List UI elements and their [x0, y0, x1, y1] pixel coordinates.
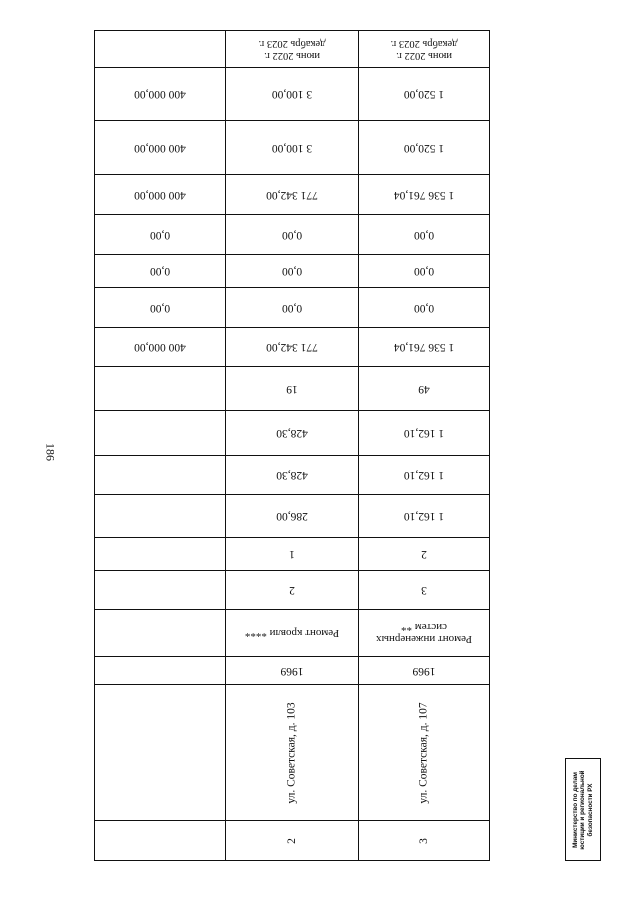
table-cell — [94, 456, 226, 495]
table-cell: 49 — [359, 367, 490, 411]
table-cell: 1 520,00 — [359, 121, 490, 175]
table-cell: 3 — [359, 571, 490, 610]
table-cell: 771 342,00 — [226, 175, 359, 215]
table-cell — [94, 367, 226, 411]
table-cell: 400 000,00 — [94, 68, 226, 121]
table-cell — [94, 685, 226, 821]
table-cell: 0,00 — [94, 288, 226, 328]
table-cell: 3 100,00 — [226, 68, 359, 121]
table-cell: Ремонт инженерных систем ** — [359, 610, 490, 657]
table-cell: 2 — [226, 571, 359, 610]
table-cell — [94, 610, 226, 657]
table-cell: 1 520,00 — [359, 68, 490, 121]
table-cell — [94, 821, 226, 861]
table-cell: 286,00 — [226, 495, 359, 538]
table-cell: 1 162,10 — [359, 411, 490, 456]
table-cell: 1 162,10 — [359, 495, 490, 538]
table-cell: 400 000,00 — [94, 328, 226, 367]
table-cell — [94, 411, 226, 456]
table-column-b — [226, 30, 359, 861]
table-cell: 0,00 — [359, 255, 490, 288]
stamp-line: юстиции и региональной — [579, 769, 587, 850]
table-cell — [94, 657, 226, 685]
table-cell: 400 000,00 — [94, 121, 226, 175]
table-cell: 2 — [359, 538, 490, 571]
table-cell — [94, 538, 226, 571]
table-cell: 1 536 761,04 — [359, 175, 490, 215]
page-number: 186 — [43, 443, 58, 461]
table-column-c — [94, 30, 226, 861]
table-cell: 0,00 — [94, 215, 226, 255]
table-cell: 19 — [226, 367, 359, 411]
table-cell: 428,30 — [226, 456, 359, 495]
table-cell: ул. Советская, д. 103 — [226, 685, 359, 821]
stamp-line: безопасности РХ — [586, 783, 594, 836]
table-cell: 0,00 — [94, 255, 226, 288]
table-cell: ул. Советская, д. 107 — [359, 685, 490, 821]
table-cell — [94, 571, 226, 610]
table-cell: 0,00 — [359, 215, 490, 255]
table-cell: Ремонт кровли **** — [226, 610, 359, 657]
table-cell: 1969 — [226, 657, 359, 685]
table-cell: 3 100,00 — [226, 121, 359, 175]
table-cell: 1 536 761,04 — [359, 328, 490, 367]
table-column-a — [359, 30, 490, 861]
ministry-stamp — [565, 758, 601, 861]
table-cell: 0,00 — [226, 215, 359, 255]
table-cell: 0,00 — [359, 288, 490, 328]
table-cell: 3 — [359, 821, 490, 861]
table-cell: 0,00 — [226, 288, 359, 328]
table-cell: июнь 2022 г. декабрь 2023 г. — [359, 30, 490, 68]
table-cell — [94, 30, 226, 68]
table-cell: 400 000,00 — [94, 175, 226, 215]
table-cell: 1 162,10 — [359, 456, 490, 495]
table-cell: 2 — [226, 821, 359, 861]
table-cell: 771 342,00 — [226, 328, 359, 367]
stamp-line: Министерство по делам — [572, 771, 580, 848]
table-cell: июнь 2022 г. декабрь 2023 г. — [226, 30, 359, 68]
table-cell: 0,00 — [226, 255, 359, 288]
rotated-data-table — [94, 30, 490, 861]
table-cell — [94, 495, 226, 538]
table-cell: 1969 — [359, 657, 490, 685]
table-cell: 428,30 — [226, 411, 359, 456]
table-cell: 1 — [226, 538, 359, 571]
